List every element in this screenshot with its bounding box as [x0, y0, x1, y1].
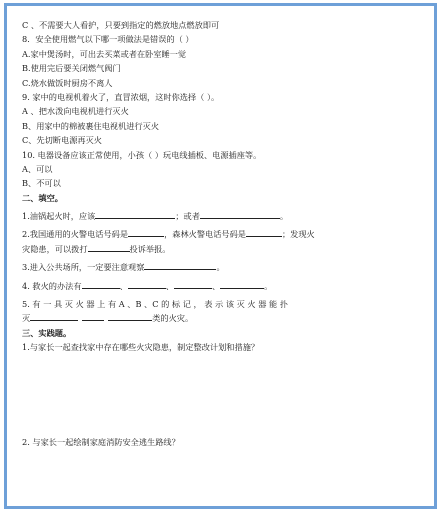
fill-3-blank[interactable]	[144, 260, 216, 270]
fill-4-blank-2[interactable]	[128, 279, 166, 289]
fill-3-end: 。	[216, 262, 225, 273]
question-10: 10. 电器设备应该正常使用，小孩（ ）玩电线插板、电源插座等。	[22, 149, 262, 160]
fill-2-text-2: ，森林火警电话号码是	[164, 229, 246, 240]
fill-4-sep-1: 、	[119, 280, 128, 291]
fill-4-blank-1[interactable]	[82, 279, 120, 289]
fill-5-text: 灭	[22, 313, 31, 324]
fill-4-blank-4[interactable]	[220, 279, 264, 289]
fill-2-blank-3[interactable]	[88, 242, 130, 252]
fill-2-cont	[22, 242, 414, 256]
fill-2-text-5: 投诉举报。	[129, 243, 171, 254]
fill-2-blank-1[interactable]	[128, 227, 164, 237]
q8-option-a: A.家中煲汤时，可出去买菜或者在卧室睡一觉	[22, 48, 187, 59]
q7-option-c: C 、不需要大人看护，只要到指定的燃放地点燃放即可	[22, 20, 220, 30]
q10-option-b: B、不可以	[22, 178, 61, 189]
practice-2: 2. 与家长一起绘制家庭消防安全逃生路线？	[22, 436, 180, 447]
question-8: 8．安全使用燃气以下哪一项做法是错误的（ ）	[22, 34, 194, 45]
fill-1-end: 。	[279, 211, 289, 222]
q8-option-c: C.烧水做饭时厨房不离人	[22, 77, 113, 88]
fill-2	[22, 227, 414, 241]
fill-5-blank-1[interactable]	[30, 311, 78, 321]
fill-5-end: 类的火灾。	[152, 313, 194, 324]
fill-5: 5. 有 一 具 灭 火 器 上 有 A 、B 、C 的 标 记 ， 表 示 该 灭 火 器 能 扑	[22, 299, 288, 310]
practice-heading: 三、实践题。	[22, 327, 72, 338]
fill-4-text: 4. 救火的办法有	[22, 280, 82, 291]
fill-2-text-3: ；发现火	[281, 229, 315, 240]
fill-1-blank-2[interactable]	[200, 209, 280, 219]
fill-1-text-2: ；或者	[175, 211, 200, 222]
fill-heading: 二、填空。	[22, 192, 63, 203]
fill-3-text: 3.进入公共场所，一定要注意观察	[22, 262, 145, 273]
fill-1-text: 1.油锅起火时，应该	[22, 211, 96, 222]
fill-5-blank-2[interactable]	[82, 311, 104, 321]
fill-2-text: 2.我国通用的火警电话号码是	[22, 229, 129, 240]
fill-2-blank-2[interactable]	[246, 227, 282, 237]
fill-4-blank-3[interactable]	[174, 279, 212, 289]
fill-4-end: 。	[264, 280, 273, 291]
question-9: 9. 家中的电视机着火了，直冒浓烟，这时你选择（ ）。	[22, 91, 220, 102]
q8-option-b: B.使用完后要关闭燃气阀门	[22, 63, 121, 74]
fill-1	[22, 209, 414, 223]
q9-option-a: A 、把水泼向电视机进行灭火	[22, 106, 129, 117]
q10-option-a: A、可以	[22, 163, 53, 174]
fill-1-blank-1[interactable]	[95, 209, 175, 219]
q9-option-b: B、用家中的棉被裹住电视机进行灭火	[22, 120, 160, 131]
fill-4-sep-3: 、	[211, 280, 221, 291]
fill-4	[22, 279, 414, 293]
fill-5-blank-3[interactable]	[108, 311, 152, 321]
worksheet	[22, 18, 414, 449]
q9-option-c: C、先切断电源再灭火	[22, 135, 102, 146]
practice-1: 1.与家长一起查找家中存在哪些火灾隐患，制定整改计划和措施？	[22, 342, 260, 353]
fill-2-text-4: 灾隐患，可以拨打	[22, 243, 88, 254]
fill-3	[22, 260, 414, 274]
fill-5-cont	[22, 311, 414, 325]
fill-4-sep-2: 、	[165, 280, 174, 291]
